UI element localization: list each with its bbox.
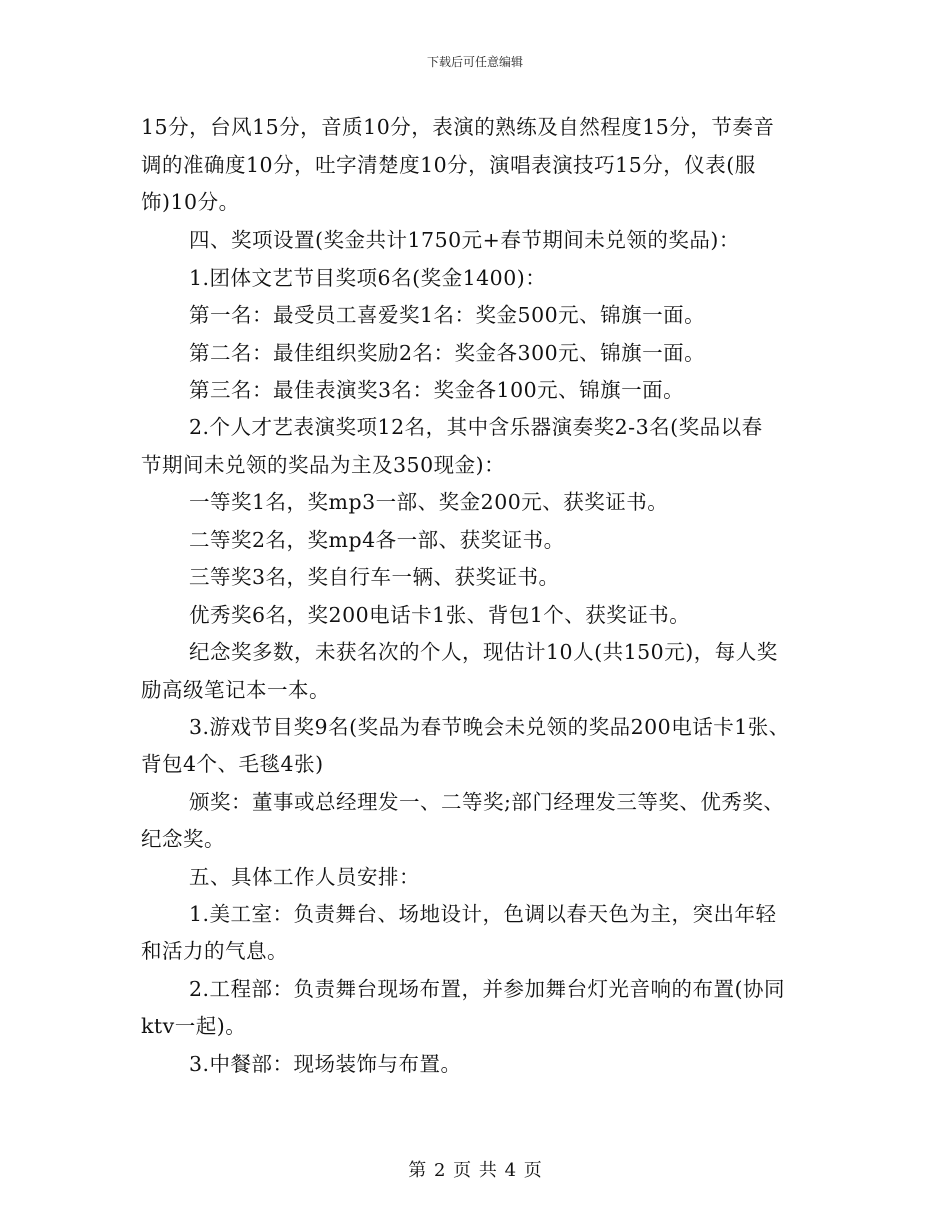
text-line: 纪念奖。 xyxy=(141,827,225,851)
text-line: ktv一起)。 xyxy=(141,1014,247,1038)
page-header: 下载后可任意编辑 xyxy=(426,55,523,69)
text-line: 1.团体文艺节目奖项6名(奖金1400)： xyxy=(189,266,547,290)
text-line: 3.游戏节目奖9名(奖品为春节晚会未兑领的奖品200电话卡1张、 xyxy=(189,715,790,739)
text-line: 第一名：最受员工喜爱奖1名：奖金500元、锦旗一面。 xyxy=(189,303,706,327)
text-line: 1.美工室：负责舞台、场地设计，色调以春天色为主，突出年轻 xyxy=(189,902,777,926)
text-line: 纪念奖多数，未获名次的个人，现估计10人(共150元)，每人奖 xyxy=(189,640,778,664)
text-line: 和活力的气息。 xyxy=(141,939,288,963)
text-line: 饰)10分。 xyxy=(141,190,240,214)
text-line: 背包4个、毛毯4张) xyxy=(141,752,324,776)
text-line: 2.工程部：负责舞台现场布置，并参加舞台灯光音响的布置(协同 xyxy=(189,977,786,1001)
text-line: 第三名：最佳表演奖3名：奖金各100元、锦旗一面。 xyxy=(189,378,685,402)
text-line: 五、具体工作人员安排： xyxy=(189,865,420,889)
text-line: 节期间未兑领的奖品为主及350现金)： xyxy=(141,453,506,477)
text-line: 优秀奖6名，奖200电话卡1张、背包1个、获奖证书。 xyxy=(189,603,691,627)
text-line: 三等奖3名，奖自行车一辆、获奖证书。 xyxy=(189,565,560,589)
text-line: 第二名：最佳组织奖励2名：奖金各300元、锦旗一面。 xyxy=(189,341,706,365)
text-line: 15分，台风15分，音质10分，表演的熟练及自然程度15分，节奏音 xyxy=(141,115,775,139)
text-line: 励高级笔记本一本。 xyxy=(141,678,330,702)
text-line: 二等奖2名，奖mp4各一部、获奖证书。 xyxy=(189,528,565,552)
text-line: 一等奖1名，奖mp3一部、奖金200元、获奖证书。 xyxy=(189,490,669,514)
text-line: 3.中餐部：现场装饰与布置。 xyxy=(189,1052,462,1076)
text-line: 颁奖：董事或总经理发一、二等奖;部门经理发三等奖、优秀奖、 xyxy=(189,790,785,814)
text-line: 调的准确度10分，吐字清楚度10分，演唱表演技巧15分，仪表(服 xyxy=(141,153,756,177)
text-line: 四、奖项设置(奖金共计1750元+春节期间未兑领的奖品)： xyxy=(189,228,740,252)
text-line: 2.个人才艺表演奖项12名，其中含乐器演奏奖2-3名(奖品以春 xyxy=(189,415,763,439)
page-number-footer: 第 2 页 共 4 页 xyxy=(408,1160,542,1181)
